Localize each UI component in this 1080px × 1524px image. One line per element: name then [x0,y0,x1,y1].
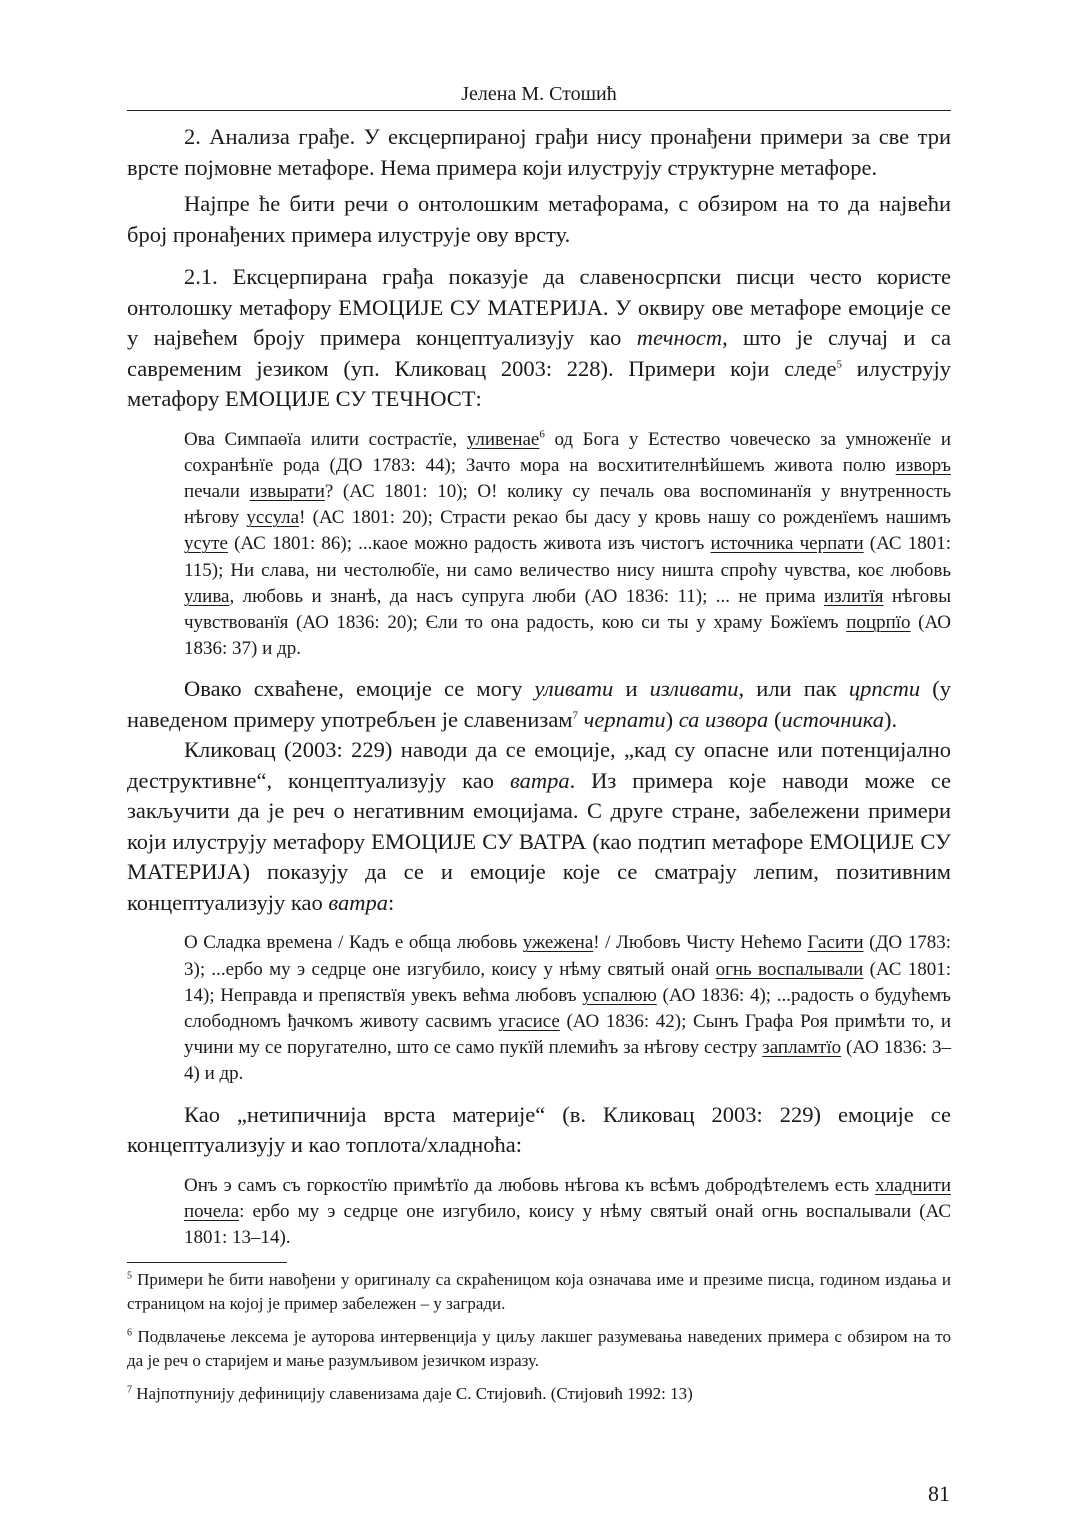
footnotes [127,1268,951,1415]
paragraph-pouring: Овако схваћене, емоције се могу уливати и изливати, или пак црпсти (у наведеном примеру употребљен је славенизам$^7$ черпати) са извора (источника). [127,676,951,732]
footnote-7: $^7$ Најпотпунију дефиницију славенизама даје С. Стијовић. (Стијовић 1992: 13) [127,1384,693,1403]
block-quote-cold: Онъ э самъ съ горкостїю примѣтїо да любовь нѣгова къ всѣмъ добродѣтелемъ есть хладнити почела: ербо му э седрце оне изгубило, коису у нѣму святый онай огнь воспалывали (АС 1801: 13–14). [184,1174,951,1248]
footnote-ref-7: 7 [572,709,579,722]
footnote-divider [127,1262,287,1263]
running-head: Јелена М. Стошић [127,80,951,111]
footnote-ref-6: 6 [539,428,545,441]
footnote-6: $^6$ Подвлачење лексема је ауторова интервенција у циљу лакшег разумевања наведених примера с обзиром на то да је реч о старијем и мање разумљивом језичком изразу. [127,1327,951,1370]
paragraph-heat-cold: Као „нетипичнија врста материје“ (в. Кликовац 2003: 229) емоције се концептуализују и као топлота/хладноћа: [127,1101,951,1158]
paragraph-section-2-1: 2.1. Ексцерпирана грађа показује да славеносрпски писци често користе онтолошку метафору ЕМОЦИЈЕ СУ МАТЕРИЈА. У оквиру ове метафоре емоције се у највећем броју примера концептуализују као течност, што је случај и са савременим језиком (уп. Кликовац 2003: 228). Примери који следе$^5$ илуструју метафору ЕМОЦИЈЕ СУ ТЕЧНОСТ: [127,264,951,411]
footnote-5: $^5$ Примери ће бити навођени у оригиналу са скраћеницом која означава име и презиме писца, годином издања и страницом на којој је пример забележен – у загради. [127,1270,951,1313]
main-text [127,122,951,1263]
footnote-ref-5: 5 [836,358,842,370]
paragraph-analysis-intro: 2. Анализа грађе. У ексцерпираној грађи нису пронађени примери за све три врсте појмовне метафоре. Нема примера који илуструју структурне метафоре. [127,124,951,180]
page-number: 81 [928,1481,950,1506]
block-quote-liquid: Ова Симпаөїа илити сострастїе, уливенае$^6$ од Бога у Естество човеческо за умноженїе и сохранѣнїе рода (ДО 1783: 44); Зачто мора на восхитителнѣйшемъ живота полю изворъ печали извырати? (АС 1801: 10); О! колику су печаль ова воспоминанїя у внутренность нѣгову уссула! (АС 1801: 20); Страсти рекао бы дасу у кровь нашу со рожденїемъ нашимъ усуте (АС 1801: 86); ...каое можно радость живота изъ чистогъ источника черпати (АС 1801: 115); Ни слава, ни честолюбїе, ни само величество нису ништа спроћу чувства, коє любовь улива, любовь и знанѣ, да насъ супруга люби (АО 1836: 11); ... не прима излитїя нѣговы чувствованїя (АО 1836: 20); Єли то она радость, кою си ты у храму Божїемъ поцрпїо (АО 1836: 37) и др. [184,428,951,660]
block-quote-fire: О Сладка времена / Кадъ е обща любовь ужежена! / Любовъ Чисту Нећемо Гасити (ДО 1783: 3); ...ербо му э седрце оне изгубило, коису у нѣму святый онай огнь воспалывали (АС 1801: 14); Неправда и препяствїя увекъ већма любовъ успалюю (АО 1836: 4); ...радость о будућемъ слободномъ ђачкомъ животу сасвимъ угасисе (АО 1836: 42); Сынъ Графа Роя примѣти то, и учини му се поругателно, што се само пукїй племићъ за нѣгову сестру заплaмтїо (АО 1836: 3–4) и др. [184,932,951,1085]
paragraph-ontological: Најпре ће бити речи о онтолошким метафорама, с обзиром на то да највећи број пронађених примера илуструје ову врсту. [127,191,951,247]
paragraph-fire: Кликовац (2003: 229) наводи да се емоције, „кад су опасне или потенцијално деструктивне“, концептуализују као ватра. Из примера које наводи може се закључити да је реч о негативним емоцијама. С друге стране, забележени примери који илуструју метафору ЕМОЦИЈЕ СУ ВАТРА (као подтип метафоре ЕМОЦИЈЕ СУ МАТЕРИЈА) показују да се и емоције које се сматрају лепим, позитивним концептуализују као ватра: [127,737,951,915]
